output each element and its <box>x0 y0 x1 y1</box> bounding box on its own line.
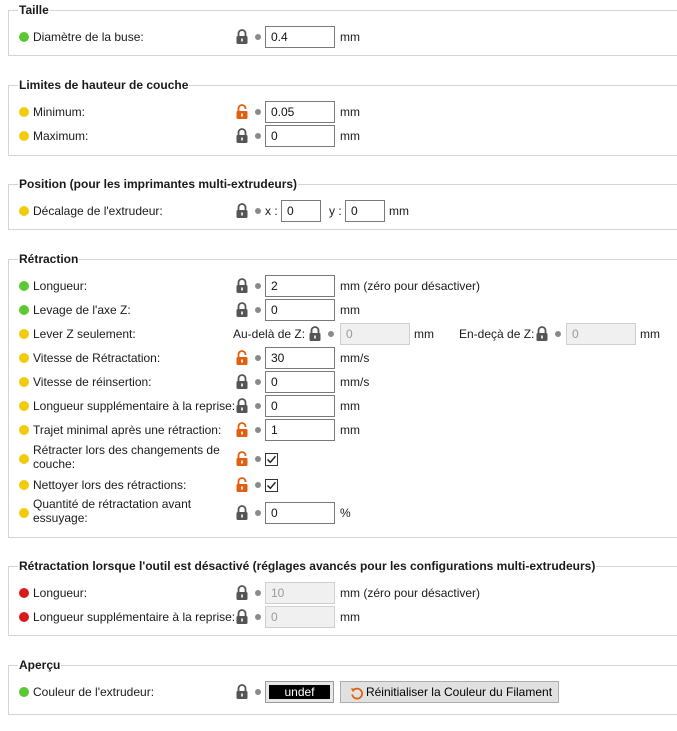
row-min-travel <box>9 419 677 441</box>
retract-before-wipe-label: Quantité de rétractation avant essuyage: <box>33 497 192 525</box>
lift-z-label: Levage de l'axe Z: <box>33 303 131 317</box>
row-retract-before-wipe <box>9 497 677 525</box>
status-dot-yellow <box>19 480 29 490</box>
offset-y-input[interactable] <box>345 200 385 222</box>
lock-icon[interactable] <box>235 29 249 45</box>
status-dot-yellow <box>19 508 29 518</box>
lock-icon[interactable] <box>535 326 549 342</box>
section-retraction <box>8 252 677 538</box>
system-value-dot <box>328 331 334 337</box>
unit-label: % <box>340 506 351 520</box>
color-swatch-text: undef <box>269 685 330 699</box>
status-dot-yellow <box>19 107 29 117</box>
reset-arrow-icon <box>350 686 364 700</box>
retract-speed-input[interactable] <box>265 347 335 369</box>
min-travel-label: Trajet minimal après une rétraction: <box>33 423 222 437</box>
extra-length-input[interactable] <box>265 395 335 417</box>
reset-filament-color-button[interactable] <box>340 681 559 703</box>
retract-length-label: Longueur: <box>33 279 88 293</box>
system-value-dot <box>255 109 261 115</box>
unit-label: mm/s <box>340 375 370 389</box>
nozzle-diameter-input[interactable] <box>265 26 335 48</box>
row-retract-length <box>9 275 677 297</box>
system-value-dot <box>255 403 261 409</box>
section-toolchange-retraction <box>8 559 677 636</box>
retract-layer-change-checkbox[interactable] <box>265 453 278 466</box>
lock-icon[interactable] <box>235 302 249 318</box>
status-dot-yellow <box>19 353 29 363</box>
section-taille <box>8 3 677 56</box>
unlock-icon[interactable] <box>235 104 249 120</box>
lock-icon[interactable] <box>235 398 249 414</box>
system-value-dot <box>255 510 261 516</box>
system-value-dot <box>255 283 261 289</box>
below-z-label: En-deçà de Z: <box>459 327 535 341</box>
nozzle-diameter-label: Diamètre de la buse: <box>33 30 144 44</box>
extruder-offset-label: Décalage de l'extrudeur: <box>33 204 163 218</box>
unit-label: mm (zéro pour désactiver) <box>340 586 481 600</box>
wipe-checkbox[interactable] <box>265 479 278 492</box>
lock-icon[interactable] <box>235 609 249 625</box>
retract-before-wipe-input[interactable] <box>265 502 335 524</box>
system-value-dot <box>255 379 261 385</box>
row-retract-speed <box>9 347 677 369</box>
deretract-speed-label: Vitesse de réinsertion: <box>33 375 152 389</box>
system-value-dot <box>255 133 261 139</box>
section-title-retraction: Rétraction <box>19 252 79 266</box>
row-lift-z <box>9 299 677 321</box>
unlock-icon[interactable] <box>235 451 249 467</box>
status-dot-green <box>19 687 29 697</box>
lock-icon[interactable] <box>235 684 249 700</box>
system-value-dot <box>255 590 261 596</box>
unlock-icon[interactable] <box>235 477 249 493</box>
lock-icon[interactable] <box>235 505 249 521</box>
retract-layer-change-label: Rétracter lors des changements de couche: <box>33 443 220 471</box>
row-wipe <box>9 474 677 496</box>
row-toolchange-length <box>9 582 677 604</box>
unit-label: mm <box>340 129 360 143</box>
status-dot-yellow <box>19 425 29 435</box>
status-dot-yellow <box>19 206 29 216</box>
system-value-dot <box>255 456 261 462</box>
row-min-layer <box>9 101 677 123</box>
unit-label: mm/s <box>340 351 370 365</box>
lock-icon[interactable] <box>308 326 322 342</box>
minimum-input[interactable] <box>265 101 335 123</box>
unlock-icon[interactable] <box>235 350 249 366</box>
x-label: x : <box>265 204 278 218</box>
system-value-dot <box>255 208 261 214</box>
wipe-label: Nettoyer lors des rétractions: <box>33 478 187 492</box>
system-value-dot <box>555 331 561 337</box>
retract-length-input[interactable] <box>265 275 335 297</box>
lift-z-input[interactable] <box>265 299 335 321</box>
extruder-color-label: Couleur de l'extrudeur: <box>33 685 155 699</box>
row-lift-z-only <box>9 323 677 345</box>
unit-label: mm (zéro pour désactiver) <box>340 279 481 293</box>
status-dot-red <box>19 588 29 598</box>
lift-z-only-label: Lever Z seulement: <box>33 327 136 341</box>
unit-label: mm <box>340 399 360 413</box>
unit-label: mm <box>414 327 434 341</box>
maximum-label: Maximum: <box>33 129 89 143</box>
system-value-dot <box>255 614 261 620</box>
row-deretract-speed <box>9 371 677 393</box>
status-dot-yellow <box>19 131 29 141</box>
row-max-layer <box>9 125 677 147</box>
status-dot-yellow <box>19 329 29 339</box>
minimum-label: Minimum: <box>33 105 86 119</box>
section-title-position: Position (pour les imprimantes multi-extrudeurs) <box>19 177 298 191</box>
status-dot-yellow <box>19 454 29 464</box>
deretract-speed-input[interactable] <box>265 371 335 393</box>
lock-icon[interactable] <box>235 374 249 390</box>
toolchange-extra-length-label: Longueur supplémentaire à la reprise: <box>33 610 236 624</box>
row-extruder-offset <box>9 200 677 222</box>
status-dot-red <box>19 612 29 622</box>
below-z-input[interactable] <box>566 323 636 345</box>
system-value-dot <box>255 427 261 433</box>
lock-icon[interactable] <box>235 128 249 144</box>
row-retract-layer-change <box>9 443 677 471</box>
system-value-dot <box>255 355 261 361</box>
row-nozzle-diameter <box>9 26 677 48</box>
status-dot-green <box>19 305 29 315</box>
section-preview <box>8 658 677 715</box>
retract-speed-label: Vitesse de Rétractation: <box>33 351 161 365</box>
status-dot-green <box>19 32 29 42</box>
section-layer-limits <box>8 78 677 156</box>
unit-label: mm <box>640 327 660 341</box>
unit-label: mm <box>340 105 360 119</box>
unit-label: mm <box>340 303 360 317</box>
row-extruder-color <box>9 681 677 703</box>
unit-label: mm <box>389 204 409 218</box>
above-z-input[interactable] <box>340 323 410 345</box>
toolchange-extra-length-input[interactable] <box>265 606 335 628</box>
unlock-icon[interactable] <box>235 422 249 438</box>
above-z-label: Au-delà de Z: <box>233 327 306 341</box>
lock-icon[interactable] <box>235 278 249 294</box>
color-swatch-button[interactable] <box>265 681 334 703</box>
status-dot-green <box>19 281 29 291</box>
unit-label: mm <box>340 30 360 44</box>
reset-button-label: Réinitialiser la Couleur du Filament <box>365 685 553 699</box>
extra-length-label: Longueur supplémentaire à la reprise: <box>33 399 236 413</box>
offset-x-input[interactable] <box>281 200 321 222</box>
unit-label: mm <box>340 610 360 624</box>
row-toolchange-extra-length <box>9 606 677 628</box>
status-dot-yellow <box>19 377 29 387</box>
toolchange-length-input[interactable] <box>265 582 335 604</box>
lock-icon[interactable] <box>235 203 249 219</box>
lock-icon[interactable] <box>235 585 249 601</box>
section-position <box>8 177 677 230</box>
row-extra-length <box>9 395 677 417</box>
system-value-dot <box>255 34 261 40</box>
section-title-preview: Aperçu <box>19 658 61 672</box>
section-title-toolchange: Rétractation lorsque l'outil est désactivé (réglages avancés pour les configurations multi-extrudeurs) <box>19 559 596 573</box>
maximum-input[interactable] <box>265 125 335 147</box>
system-value-dot <box>255 482 261 488</box>
section-title-layer-limits: Limites de hauteur de couche <box>19 78 189 92</box>
system-value-dot <box>255 689 261 695</box>
min-travel-input[interactable] <box>265 419 335 441</box>
unit-label: mm <box>340 423 360 437</box>
y-label: y : <box>329 204 342 218</box>
system-value-dot <box>255 307 261 313</box>
section-title-taille: Taille <box>19 3 49 17</box>
toolchange-length-label: Longueur: <box>33 586 88 600</box>
status-dot-yellow <box>19 401 29 411</box>
